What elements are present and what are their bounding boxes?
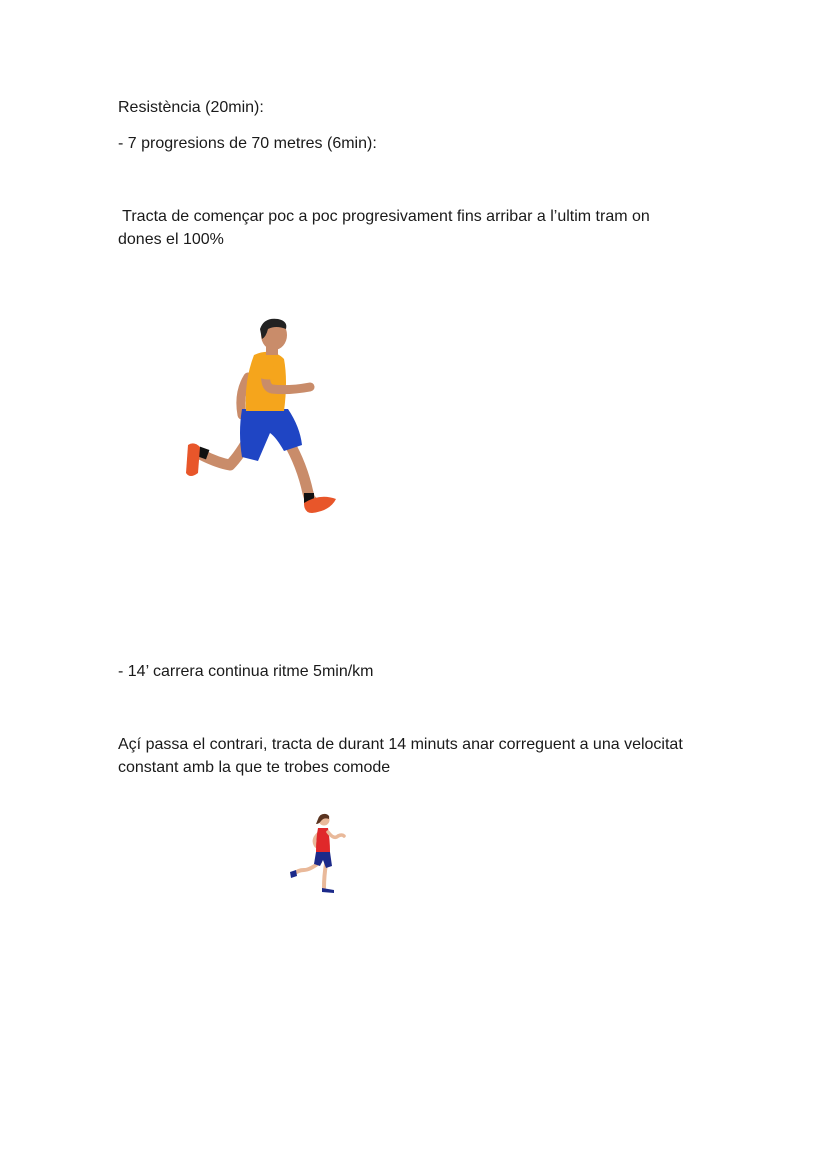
- section-heading: Resistència (20min):: [118, 99, 264, 116]
- woman-running-illustration: [288, 812, 350, 898]
- description-line: constant amb la que te trobes comode: [118, 759, 391, 776]
- man-running-illustration: [180, 315, 345, 525]
- description-line: dones el 100%: [118, 231, 224, 248]
- description-line: Açí passa el contrari, tracta de durant 14 minuts anar correguent a una velocitat: [118, 736, 683, 753]
- exercise-item-continuous-run: - 14’ carrera continua ritme 5min/km: [118, 663, 374, 680]
- exercise-description-continuous-run: [118, 733, 718, 779]
- exercise-description-progressions: [118, 205, 718, 251]
- description-line: Tracta de començar poc a poc progresivament fins arribar a l’ultim tram on: [118, 208, 650, 225]
- exercise-item-progressions: - 7 progresions de 70 metres (6min):: [118, 135, 377, 152]
